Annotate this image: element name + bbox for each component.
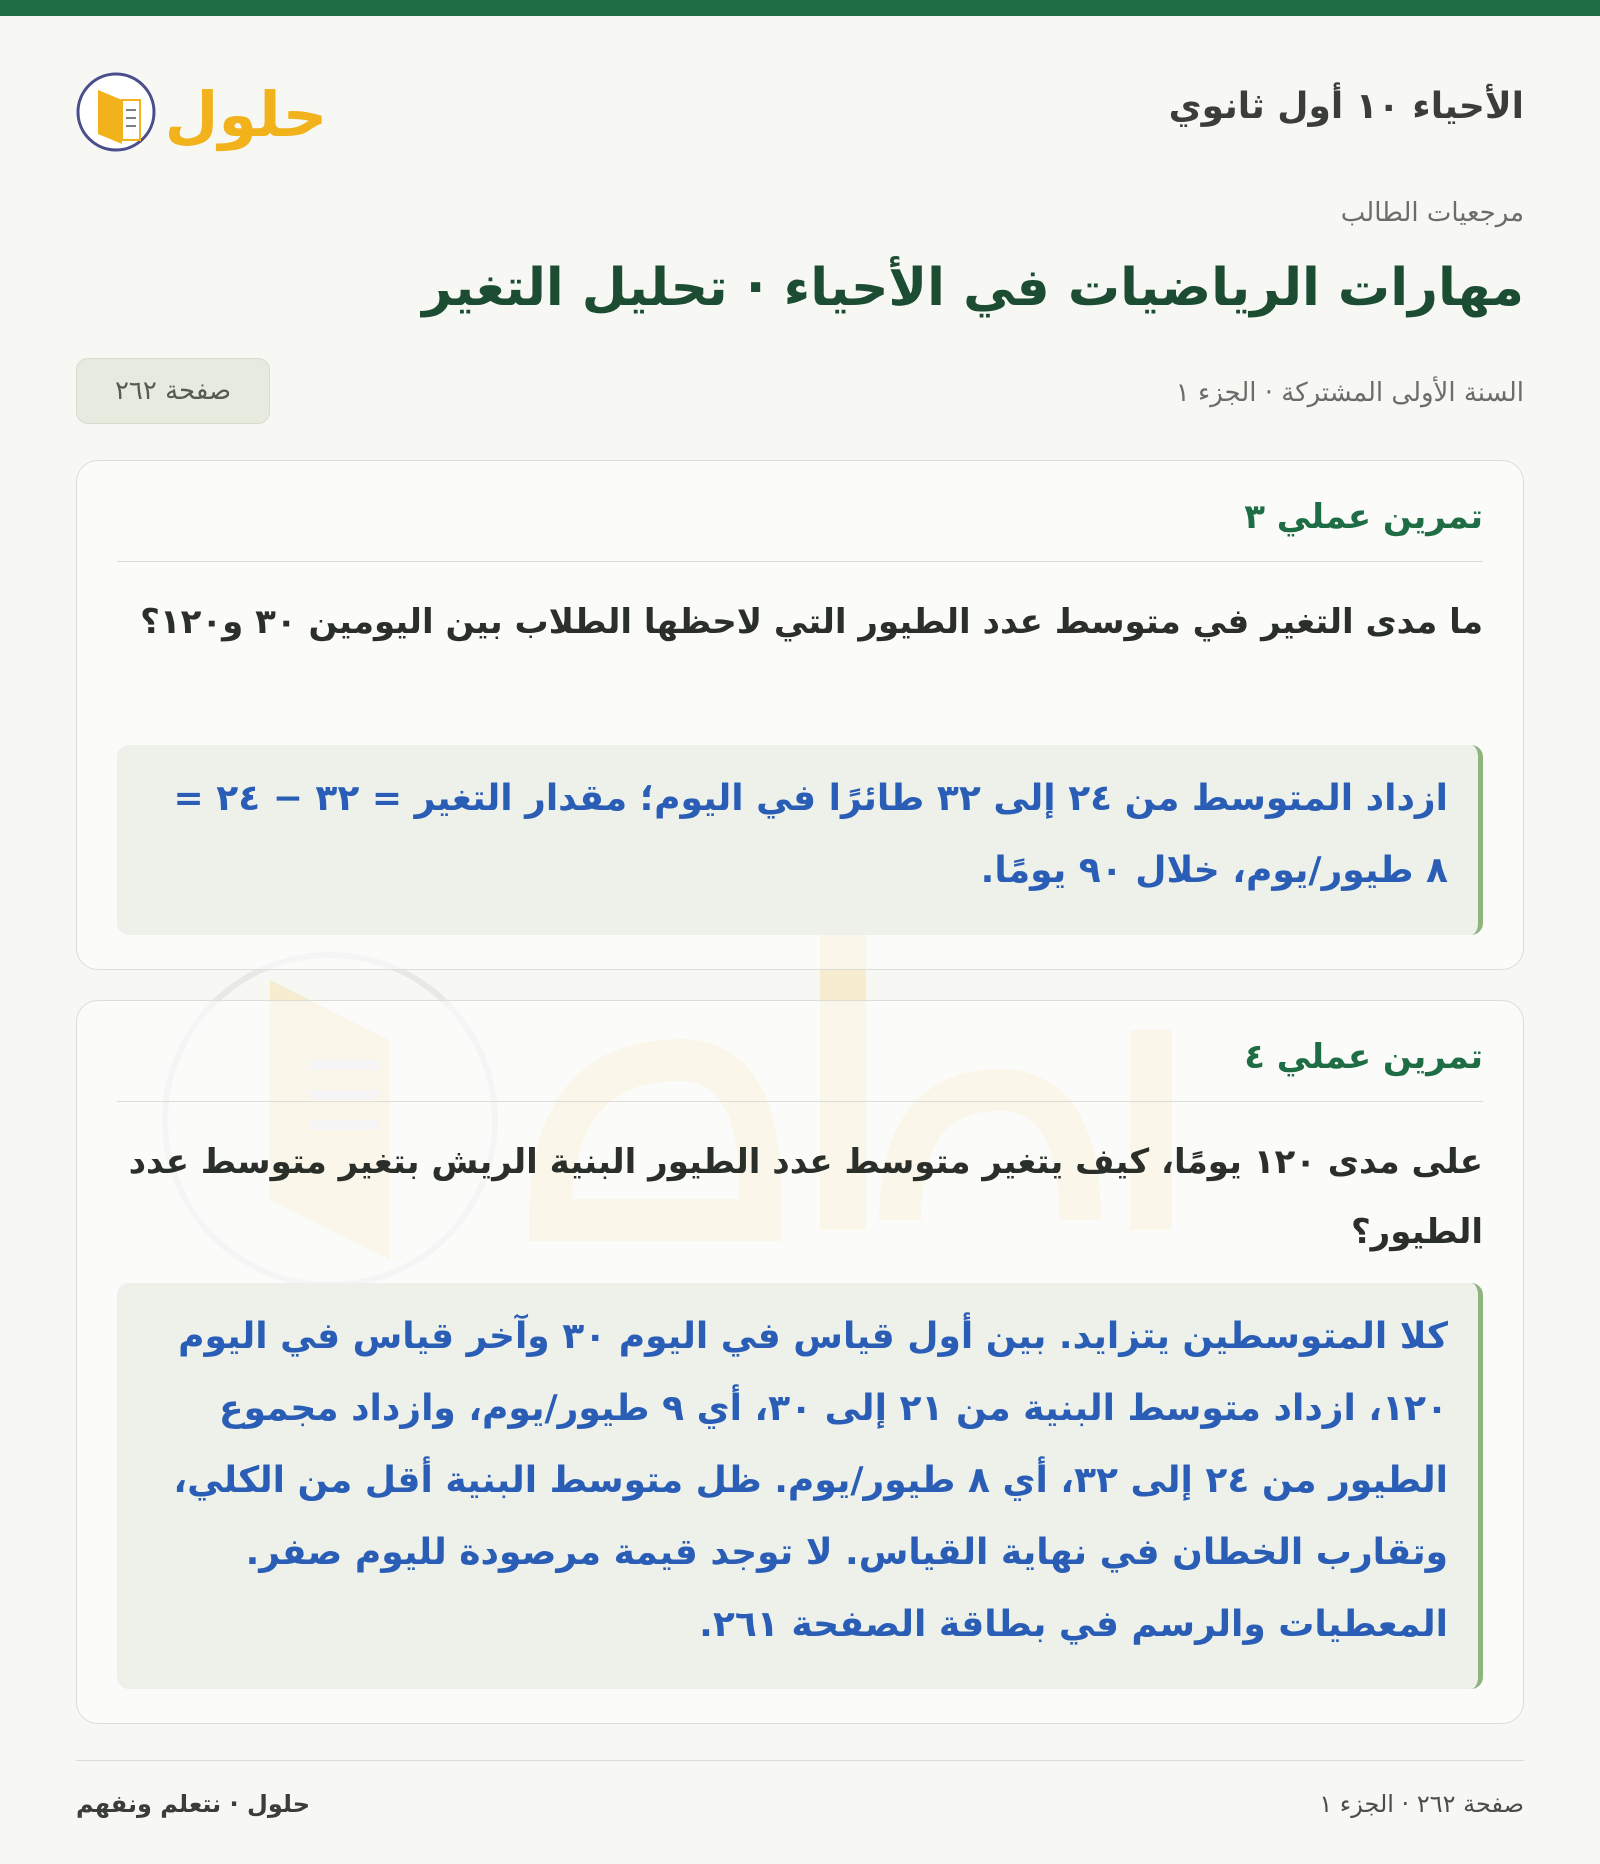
- exercise-header: [117, 1037, 1483, 1102]
- logo-wordmark: حلول: [164, 78, 328, 151]
- exercise-card: [76, 460, 1524, 970]
- footer-brand[interactable]: حلول · نتعلم ونفهم: [76, 1790, 310, 1818]
- footer-divider: [76, 1760, 1524, 1761]
- page-title: مهارات الرياضيات في الأحياء · تحليل التغير: [422, 258, 1524, 318]
- subject-title: الأحياء ١٠ أول ثانوي: [1168, 86, 1524, 127]
- footer-page-info: صفحة ٢٦٢ · الجزء ١: [1319, 1790, 1524, 1818]
- exercise-label: تمرين عملي ٣: [1244, 497, 1483, 537]
- exercise-answer-box: [117, 1283, 1483, 1689]
- exercise-question: على مدى ١٢٠ يومًا، كيف يتغير متوسط عدد الطيور البنية الريش بتغير متوسط عدد الطيور؟: [128, 1142, 1483, 1252]
- top-accent-bar: [0, 0, 1600, 16]
- book-meta: السنة الأولى المشتركة · الجزء ١: [1175, 378, 1524, 408]
- brand-logo[interactable]: [76, 56, 336, 166]
- exercise-card: [76, 1000, 1524, 1724]
- breadcrumb[interactable]: مرجعيات الطالب: [1340, 198, 1524, 228]
- exercise-header: [117, 497, 1483, 562]
- exercise-label: تمرين عملي ٤: [1244, 1037, 1483, 1077]
- exercise-question: ما مدى التغير في متوسط عدد الطيور التي لاحظها الطلاب بين اليومين ٣٠ و١٢٠؟: [140, 602, 1483, 642]
- page-number-badge: صفحة ٢٦٢: [76, 358, 270, 424]
- page-header: [76, 56, 1524, 166]
- exercise-answer: ازداد المتوسط من ٢٤ إلى ٣٢ طائرًا في اليوم؛ مقدار التغير = ٣٢ − ٢٤ = ٨ طيور/يوم، خلال ٩٠ يومًا.: [173, 778, 1448, 891]
- exercise-answer: كلا المتوسطين يتزايد. بين أول قياس في اليوم ٣٠ وآخر قياس في اليوم ١٢٠، ازداد متوسط البنية من ٢١ إلى ٣٠، أي ٩ طيور/يوم، وازداد مجموع الطيور من ٢٤ إلى ٣٢، أي ٨ طيور/يوم. ظل متوسط البنية أقل من الكلي، وتقارب الخطان في نهاية القياس. لا توجد قيمة مرصودة لليوم صفر. المعطيات والرسم في بطاقة الصفحة ٢٦١.: [173, 1316, 1448, 1645]
- exercise-answer-box: [117, 745, 1483, 935]
